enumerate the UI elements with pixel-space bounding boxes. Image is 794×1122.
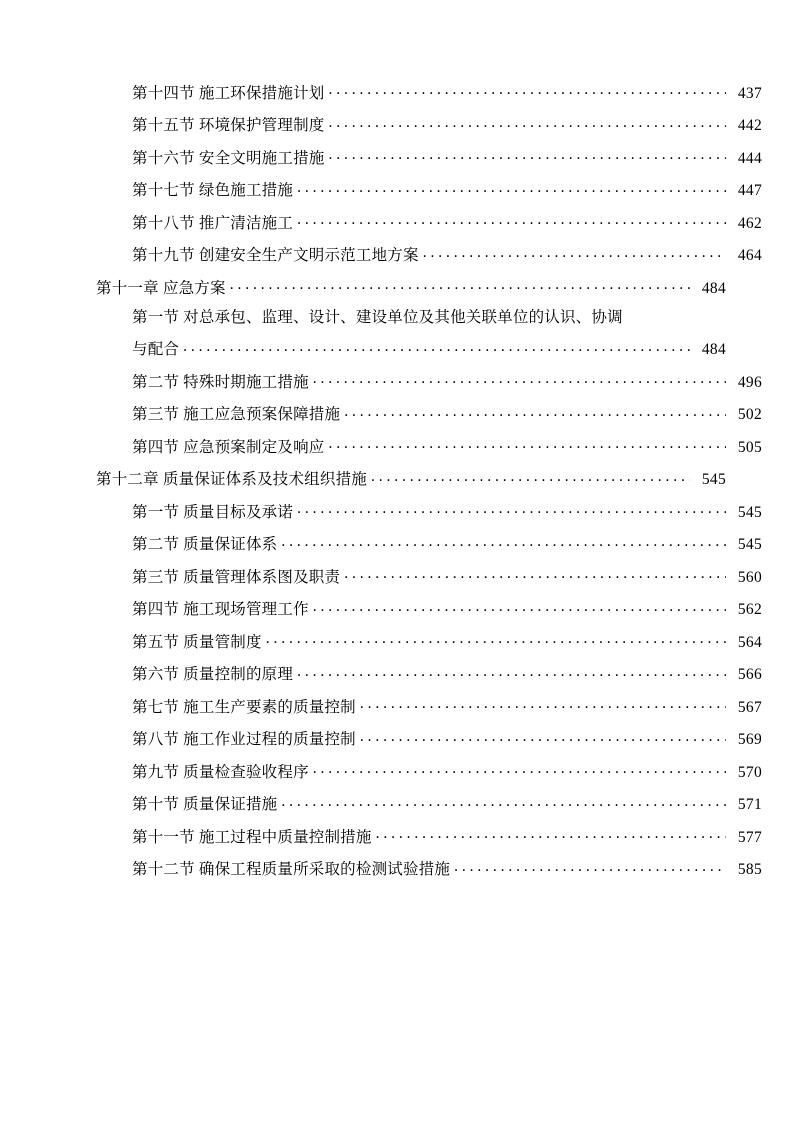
toc-entry-title: 第十九节 创建安全生产文明示范工地方案: [132, 247, 419, 264]
toc-entry-line: [96, 469, 726, 488]
toc-entry[interactable]: [96, 180, 762, 199]
toc-entry-title: 第二节 质量保证体系: [132, 536, 278, 553]
toc-entry-title: 第十二章 质量保证体系及技术组织措施: [96, 471, 367, 488]
toc-entry-line: [96, 534, 762, 553]
toc-leader-dots: [297, 212, 726, 228]
toc-page-number: 484: [701, 279, 726, 297]
toc-entry-line: [96, 729, 762, 748]
toc-entry[interactable]: [96, 245, 762, 264]
toc-leader-dots: [344, 566, 726, 582]
toc-entry[interactable]: [96, 310, 726, 358]
toc-leader-dots: [328, 115, 726, 131]
toc-entry-line: [96, 371, 762, 390]
toc-entry-line: [96, 826, 762, 845]
toc-entry-title: 第八节 施工作业过程的质量控制: [132, 731, 356, 748]
toc-entry-line: [96, 631, 762, 650]
toc-entry[interactable]: [96, 82, 762, 102]
toc-entry[interactable]: [96, 566, 762, 586]
toc-page-number: 569: [737, 731, 762, 748]
toc-leader-dots: [344, 404, 726, 420]
toc-leader-dots: [313, 761, 726, 777]
toc-entry-title: 第四节 施工现场管理工作: [132, 601, 309, 618]
toc-entry-title: 第二节 特殊时期施工措施: [132, 373, 309, 391]
toc-entry-title: 第十五节 环境保护管理制度: [132, 117, 325, 134]
toc-page-number: 447: [737, 182, 762, 199]
toc-entry-line: [96, 566, 762, 585]
toc-entry-title: 第四节 应急预案制定及响应: [132, 438, 325, 456]
table-of-contents: [96, 82, 762, 878]
toc-entry[interactable]: [96, 371, 762, 391]
toc-entry[interactable]: [96, 794, 762, 813]
toc-entry-line: [96, 761, 762, 780]
toc-entry-line: [96, 310, 726, 326]
toc-leader-dots: [423, 245, 726, 261]
toc-page-number: 571: [737, 796, 762, 813]
toc-leader-dots: [376, 826, 726, 842]
toc-page-number: 577: [737, 828, 762, 846]
toc-leader-dots: [454, 859, 726, 875]
toc-entry-title: 第一节 对总承包、监理、设计、建设单位及其他关联单位的认识、协调: [132, 308, 623, 326]
toc-entry-line: [96, 147, 762, 166]
toc-entry[interactable]: [96, 599, 762, 618]
toc-page-number: 462: [737, 214, 762, 232]
toc-page-number: 484: [701, 341, 726, 358]
toc-entry-title: 第三节 质量管理体系图及职责: [132, 568, 341, 586]
toc-entry-line: [96, 82, 762, 101]
toc-page-number: 560: [737, 568, 762, 586]
toc-entry-line: [96, 245, 762, 264]
toc-leader-dots: [281, 534, 726, 550]
toc-page-number: 444: [737, 149, 762, 167]
toc-entry[interactable]: [96, 469, 726, 488]
toc-entry-title: 第十节 质量保证措施: [132, 796, 278, 813]
toc-entry-title: 第六节 质量控制的原理: [132, 666, 294, 683]
toc-leader-dots: [360, 696, 726, 712]
toc-entry[interactable]: [96, 696, 762, 716]
toc-page-number: 545: [737, 536, 762, 553]
toc-entry-title: 第十八节 推广清洁施工: [132, 214, 294, 232]
toc-entry[interactable]: [96, 664, 762, 683]
toc-entry[interactable]: [96, 761, 762, 781]
toc-page-number: 545: [737, 503, 762, 521]
toc-entry-line: [96, 859, 762, 878]
toc-entry-title: 第十一章 应急方案: [96, 279, 226, 297]
toc-page-number: 566: [737, 666, 762, 683]
toc-leader-dots: [313, 599, 726, 615]
toc-entry[interactable]: [96, 729, 762, 748]
toc-entry-line: [96, 180, 762, 199]
toc-entry-title: 第五节 质量管制度: [132, 633, 262, 651]
toc-entry[interactable]: [96, 115, 762, 134]
toc-page-number: 442: [737, 117, 762, 134]
toc-page-number: 437: [737, 84, 762, 102]
toc-entry-line: [96, 501, 762, 520]
toc-entry[interactable]: [96, 212, 762, 232]
toc-entry[interactable]: [96, 277, 726, 296]
toc-entry-line: [96, 277, 726, 296]
toc-leader-dots: [183, 339, 690, 355]
toc-page-number: 585: [737, 861, 762, 878]
toc-entry-line: [96, 664, 762, 683]
toc-page-number: 505: [737, 438, 762, 456]
toc-entry[interactable]: [96, 436, 762, 456]
toc-entry[interactable]: [96, 826, 762, 846]
toc-entry-line: [96, 436, 762, 455]
toc-page-number: 567: [737, 698, 762, 716]
toc-page-number: 562: [737, 601, 762, 618]
toc-leader-dots: [328, 147, 726, 163]
toc-entry-title: 第三节 施工应急预案保障措施: [132, 406, 341, 423]
toc-leader-dots: [297, 180, 726, 196]
toc-page-number: 564: [737, 633, 762, 651]
toc-entry-line: [96, 696, 762, 715]
toc-entry-line: [96, 339, 726, 358]
toc-leader-dots: [297, 664, 726, 680]
toc-entry-title: 第十二节 确保工程质量所采取的检测试验措施: [132, 861, 451, 878]
toc-leader-dots: [360, 729, 726, 745]
toc-page-number: 545: [701, 471, 726, 488]
toc-entry[interactable]: [96, 404, 762, 423]
toc-entry-line: [96, 404, 762, 423]
toc-page-number: 496: [737, 373, 762, 391]
toc-entry-line: [96, 794, 762, 813]
toc-leader-dots: [328, 82, 726, 98]
toc-entry[interactable]: [96, 534, 762, 553]
toc-entry-title: 第十七节 绿色施工措施: [132, 182, 294, 199]
toc-entry-title: 第十六节 安全文明施工措施: [132, 149, 325, 167]
toc-page-number: 570: [737, 763, 762, 781]
toc-entry-title: 第七节 施工生产要素的质量控制: [132, 698, 356, 716]
toc-leader-dots: [281, 794, 726, 810]
toc-entry-line: [96, 212, 762, 231]
toc-page-number: 502: [737, 406, 762, 423]
toc-entry[interactable]: [96, 147, 762, 167]
toc-entry[interactable]: [96, 501, 762, 521]
toc-entry-title-cont: 与配合: [132, 341, 180, 358]
toc-leader-dots: [371, 469, 690, 485]
toc-entry-title: 第九节 质量检查验收程序: [132, 763, 309, 781]
toc-leader-dots: [230, 277, 690, 293]
toc-leader-dots: [328, 436, 726, 452]
toc-entry-line: [96, 115, 762, 134]
toc-leader-dots: [297, 501, 726, 517]
toc-entry[interactable]: [96, 859, 762, 878]
toc-leader-dots: [313, 371, 726, 387]
toc-leader-dots: [266, 631, 726, 647]
toc-entry-title: 第十一节 施工过程中质量控制措施: [132, 828, 372, 846]
toc-entry-line: [96, 599, 762, 618]
toc-entry-title: 第十四节 施工环保措施计划: [132, 84, 325, 102]
toc-page-number: 464: [737, 247, 762, 264]
toc-entry-title: 第一节 质量目标及承诺: [132, 503, 294, 521]
toc-entry[interactable]: [96, 631, 762, 651]
